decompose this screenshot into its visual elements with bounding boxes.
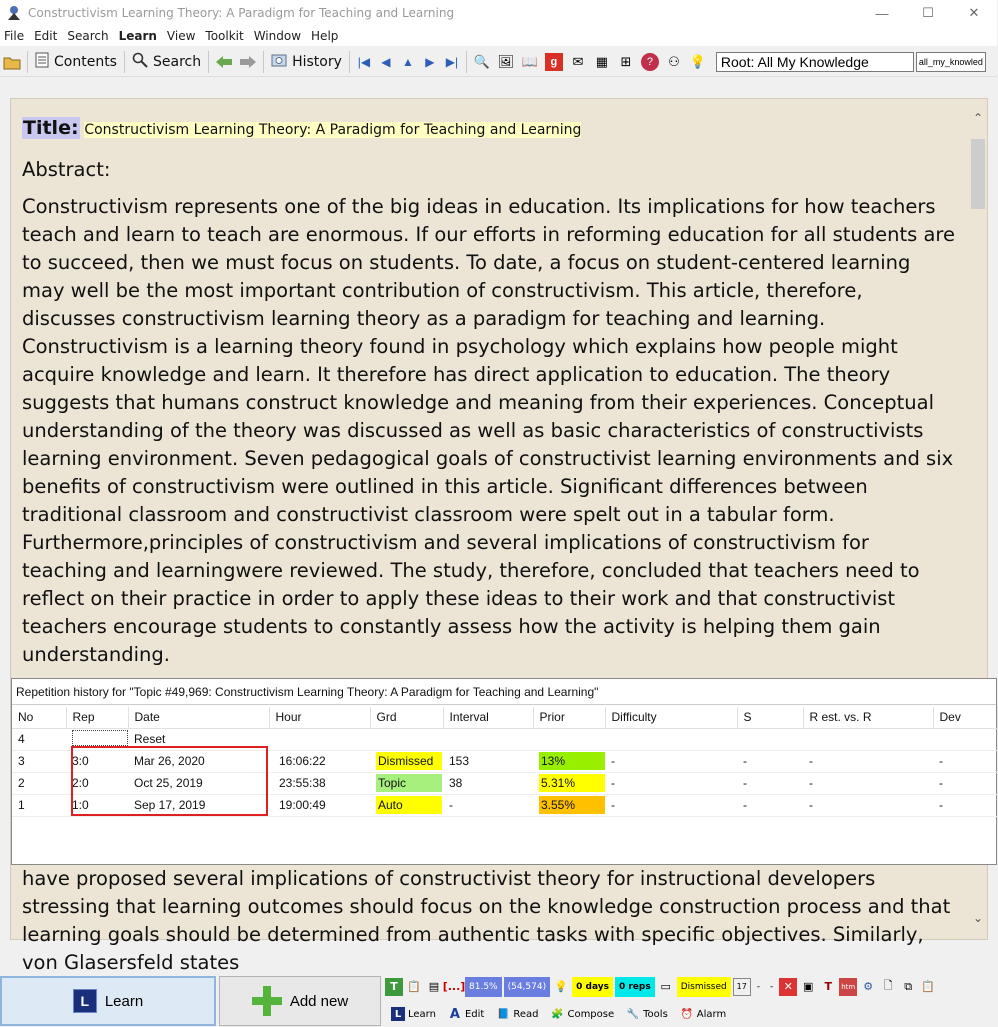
copy-icon[interactable]: ⧉: [904, 979, 913, 993]
alarm-tab-icon: ⏰: [680, 1008, 693, 1020]
status-dash: -: [756, 981, 760, 992]
cell-date: Sep 17, 2019: [128, 794, 269, 816]
next-element-icon[interactable]: ▶: [425, 54, 435, 69]
cell-interval: -: [443, 794, 533, 816]
read-tab-icon: 📘: [497, 1008, 510, 1020]
document-body: [22, 117, 957, 669]
cell-dev: -: [933, 772, 998, 794]
column-header-dev[interactable]: Dev: [933, 707, 998, 728]
menu-window[interactable]: Window: [253, 29, 302, 43]
priority-percent: 81.5%: [465, 977, 502, 997]
last-element-icon[interactable]: ▶|: [445, 54, 459, 69]
menu-view[interactable]: View: [166, 29, 196, 43]
tab-read[interactable]: [490, 1003, 544, 1025]
cell-s: [737, 728, 803, 750]
repetition-history-table: [12, 707, 998, 817]
cell-grd: [370, 794, 443, 816]
contents-button[interactable]: [31, 50, 121, 74]
mode-tab-bar: [385, 1002, 997, 1026]
menu-file[interactable]: File: [4, 29, 25, 43]
dismissed-badge: Dismissed: [677, 977, 731, 997]
font-icon[interactable]: T: [824, 980, 832, 993]
abstract-paragraph: Constructivism represents one of the big ideas in education. Its implications for how teachers teach and learn to teach are enormous. If our efforts in reforming education for all students are to succeed, then we must focus on students. To date, a focus on student-centered learning may well be the most important contribution of constructivism. This article, therefore, discusses constructivism learning theory as a paradigm for teaching and learning. Constructivism is a learning theory found in psychology which explains how people might acquire knowledge and learn. It therefore has direct application to education. The theory suggests that humans construct knowledge and meaning from their experiences. Conceptual understanding of the theory was discussed as well as basic characteristics of constructivists learning environment. Seven pedagogical goals of constructivist learning environments and six benefits of constructivism were outlined in this article. Significant differences between traditional classroom and constructivist classroom were spelt out in a tabular form. Furthermore,principles of constructivism and several implications of constructivism for teaching and learningwere reviewed. The study, therefore, concluded that teachers need to reflect on their practice in order to apply these ideas to their work and that constructivist teachers encourage students to constantly assess how the activity is helping them gain understanding.: [22, 195, 956, 666]
image-search-icon[interactable]: 🖼: [497, 53, 515, 69]
grade-badge: Dismissed: [376, 752, 442, 770]
cell-prior: [533, 750, 605, 772]
menu-edit[interactable]: Edit: [34, 29, 58, 43]
cell-grd: [370, 728, 443, 750]
title-line: [22, 117, 957, 141]
menu-bar: [0, 26, 997, 46]
add-new-button[interactable]: [219, 976, 381, 1026]
html-icon[interactable]: htm: [839, 978, 857, 996]
cell-grd: [370, 750, 443, 772]
contents-icon: [35, 52, 49, 72]
status-dash: -: [769, 981, 774, 992]
cell-r-est: [803, 728, 933, 750]
cell-rep: 3:0: [66, 750, 128, 772]
forward-arrow-icon[interactable]: [239, 53, 257, 71]
column-header-interval[interactable]: Interval: [443, 707, 533, 728]
previous-element-icon[interactable]: ◀: [381, 54, 391, 69]
add-new-label: Add new: [289, 992, 349, 1010]
abstract-heading: Abstract:: [22, 158, 111, 181]
search-button[interactable]: [128, 50, 205, 74]
table-header-row: [12, 707, 998, 728]
notes-icon[interactable]: ▤: [428, 980, 440, 993]
tab-edit[interactable]: [442, 1003, 490, 1025]
cell-dev: -: [933, 750, 998, 772]
toolbar-divider: [466, 51, 467, 73]
title-label: Title:: [23, 117, 79, 139]
help-icon[interactable]: ?: [641, 53, 659, 71]
open-folder-icon[interactable]: [3, 53, 21, 71]
cell-rep: 1:0: [66, 794, 128, 816]
toolbar-divider: [208, 51, 209, 73]
find-icon[interactable]: 🔍: [473, 53, 490, 69]
supermemo-app-icon: [6, 5, 22, 21]
days-badge: 0 days: [572, 977, 613, 997]
close-button[interactable]: ✕: [968, 5, 980, 20]
cell-prior: [533, 772, 605, 794]
calendar-icon[interactable]: 17: [733, 978, 751, 996]
first-element-icon[interactable]: |◀: [357, 54, 371, 69]
menu-toolkit[interactable]: Toolkit: [205, 29, 244, 43]
title-bar: [0, 0, 997, 26]
cell-s: -: [737, 794, 803, 816]
grade-badge: Topic: [376, 774, 442, 792]
collection-field[interactable]: all_my_knowled: [916, 52, 986, 72]
contents-label: Contents: [54, 53, 117, 70]
cell-difficulty: [605, 728, 737, 750]
scroll-down-icon[interactable]: ⌄: [972, 911, 984, 925]
minimize-button[interactable]: —: [875, 5, 889, 21]
tools-tab-icon: 🔧: [626, 1008, 640, 1020]
column-header-no[interactable]: No: [12, 707, 66, 728]
scrollbar-thumb[interactable]: [971, 139, 985, 209]
branch-root-field[interactable]: Root: All My Knowledge: [716, 52, 914, 72]
toolbar-divider: [124, 51, 125, 73]
toolbar-divider: [27, 51, 28, 73]
cell-no: 1: [12, 794, 66, 816]
cell-s: -: [737, 750, 803, 772]
new-document-icon[interactable]: 🗋: [883, 979, 893, 992]
table-row[interactable]: [12, 728, 998, 750]
cell-no: 4: [12, 728, 66, 750]
cell-no: 2: [12, 772, 66, 794]
table-row[interactable]: [12, 750, 998, 772]
tab-label: Tools: [643, 1008, 668, 1020]
windows-logo-icon[interactable]: ⊞: [620, 53, 632, 69]
menu-search[interactable]: Search: [67, 29, 109, 43]
google-icon[interactable]: g: [545, 53, 563, 71]
menu-help[interactable]: Help: [311, 29, 339, 43]
cell-prior: [533, 794, 605, 816]
column-header-rep[interactable]: Rep: [66, 707, 128, 728]
mail-icon[interactable]: ✉: [572, 53, 584, 69]
repetition-history-title: Repetition history for "Topic #49,969: Constructivism Learning Theory: A Paradigm for Teaching and Learning": [12, 679, 996, 705]
priority-badge: 13%: [539, 752, 605, 770]
layout-icon[interactable]: ▣: [803, 980, 814, 993]
lightbulb-status-icon[interactable]: 💡: [554, 980, 568, 993]
history-icon: [271, 53, 287, 71]
title-value: Constructivism Learning Theory: A Paradigm for Teaching and Learning: [84, 122, 582, 138]
delete-icon[interactable]: ✕: [779, 978, 797, 996]
reps-badge: 0 reps: [615, 977, 655, 997]
toolbar-divider: [263, 51, 264, 73]
cell-rep: 2:0: [66, 772, 128, 794]
column-header-s[interactable]: S: [737, 707, 803, 728]
cell-date: Mar 26, 2020: [128, 750, 269, 772]
history-label: History: [292, 53, 342, 70]
cell-interval: [443, 728, 533, 750]
menu-learn[interactable]: Learn: [118, 29, 157, 43]
grade-badge: Auto: [376, 796, 442, 814]
cell-difficulty: -: [605, 772, 737, 794]
column-header-difficulty[interactable]: Difficulty: [605, 707, 737, 728]
paste-icon[interactable]: 📋: [921, 980, 936, 993]
window-icon[interactable]: ▦: [595, 53, 609, 69]
table-row[interactable]: [12, 772, 998, 794]
gear-icon[interactable]: ⚙: [863, 980, 874, 993]
tab-label: Read: [513, 1008, 539, 1020]
cell-date: Reset: [128, 728, 269, 750]
topic-type-icon[interactable]: T: [385, 978, 403, 996]
repetition-history-window: [11, 678, 997, 865]
cell-interval: 38: [443, 772, 533, 794]
cell-no: 3: [12, 750, 66, 772]
cell-interval: 153: [443, 750, 533, 772]
column-header-grd[interactable]: Grd: [370, 707, 443, 728]
search-icon: [132, 52, 148, 72]
priority-count: (54,574): [504, 977, 551, 997]
continuation-paragraph: have proposed several implications of constructivist theory for instructional developers stressing that learning outcomes should focus on the knowledge construction process and that learning goals should be determined from authentic tasks with specific objectives. Similarly, von Glasersfeld states: [22, 867, 951, 974]
maximize-button[interactable]: ☐: [922, 5, 934, 20]
search-label: Search: [152, 53, 202, 70]
tab-tools[interactable]: [620, 1003, 674, 1025]
tab-compose[interactable]: [544, 1003, 620, 1025]
cell-r-est: -: [803, 772, 933, 794]
tab-label: Learn: [408, 1008, 436, 1020]
cell-date: Oct 25, 2019: [128, 772, 269, 794]
learn-icon: L: [73, 989, 97, 1013]
cell-r-est: -: [803, 794, 933, 816]
table-row[interactable]: [12, 794, 998, 816]
cell-dev: -: [933, 794, 998, 816]
cell-difficulty: -: [605, 794, 737, 816]
edit-tab-icon: A: [449, 1006, 460, 1022]
reference-icon[interactable]: [...]: [442, 980, 466, 993]
column-header-r-est[interactable]: R est. vs. R: [803, 707, 933, 728]
book-icon[interactable]: 📖: [521, 53, 538, 69]
tab-label: Compose: [567, 1008, 615, 1020]
cell-hour: [269, 728, 370, 750]
tab-label: Edit: [464, 1008, 485, 1020]
lightbulb-icon[interactable]: 💡: [689, 53, 706, 69]
cell-dev: [933, 728, 998, 750]
parent-element-icon[interactable]: ▲: [401, 54, 414, 69]
cell-prior: [533, 728, 605, 750]
window-status-icon[interactable]: ▭: [660, 980, 671, 993]
tab-alarm[interactable]: [674, 1003, 732, 1025]
learn-button[interactable]: [0, 976, 216, 1026]
status-bar: [385, 974, 997, 999]
column-header-hour[interactable]: Hour: [269, 707, 370, 728]
back-arrow-icon[interactable]: [215, 53, 233, 71]
learn-tab-icon: L: [391, 1007, 405, 1021]
priority-badge: 5.31%: [539, 774, 605, 792]
user-icon[interactable]: ⚇: [668, 53, 680, 69]
cell-r-est: -: [803, 750, 933, 772]
cell-rep: [66, 728, 128, 750]
tab-label: Alarm: [696, 1008, 727, 1020]
cell-hour: 16:06:22: [269, 750, 370, 772]
column-header-date[interactable]: Date: [128, 707, 269, 728]
cell-hour: 19:00:49: [269, 794, 370, 816]
cell-difficulty: -: [605, 750, 737, 772]
tab-learn[interactable]: [385, 1003, 442, 1025]
bottom-panel: [0, 974, 997, 1027]
scroll-up-icon[interactable]: ⌃: [972, 111, 984, 125]
plus-icon: [252, 986, 282, 1016]
window-title: Constructivism Learning Theory: A Paradigm for Teaching and Learning: [28, 6, 455, 20]
history-button[interactable]: [267, 50, 346, 74]
toolbar: [0, 47, 997, 77]
compose-tab-icon: 🧩: [551, 1008, 564, 1020]
clipboard-icon[interactable]: 📋: [407, 980, 421, 993]
learn-label: Learn: [104, 992, 144, 1010]
toolbar-divider: [349, 51, 350, 73]
cell-grd: [370, 772, 443, 794]
cell-s: -: [737, 772, 803, 794]
priority-badge: 3.55%: [539, 796, 605, 814]
cell-hour: 23:55:38: [269, 772, 370, 794]
column-header-prior[interactable]: Prior: [533, 707, 605, 728]
